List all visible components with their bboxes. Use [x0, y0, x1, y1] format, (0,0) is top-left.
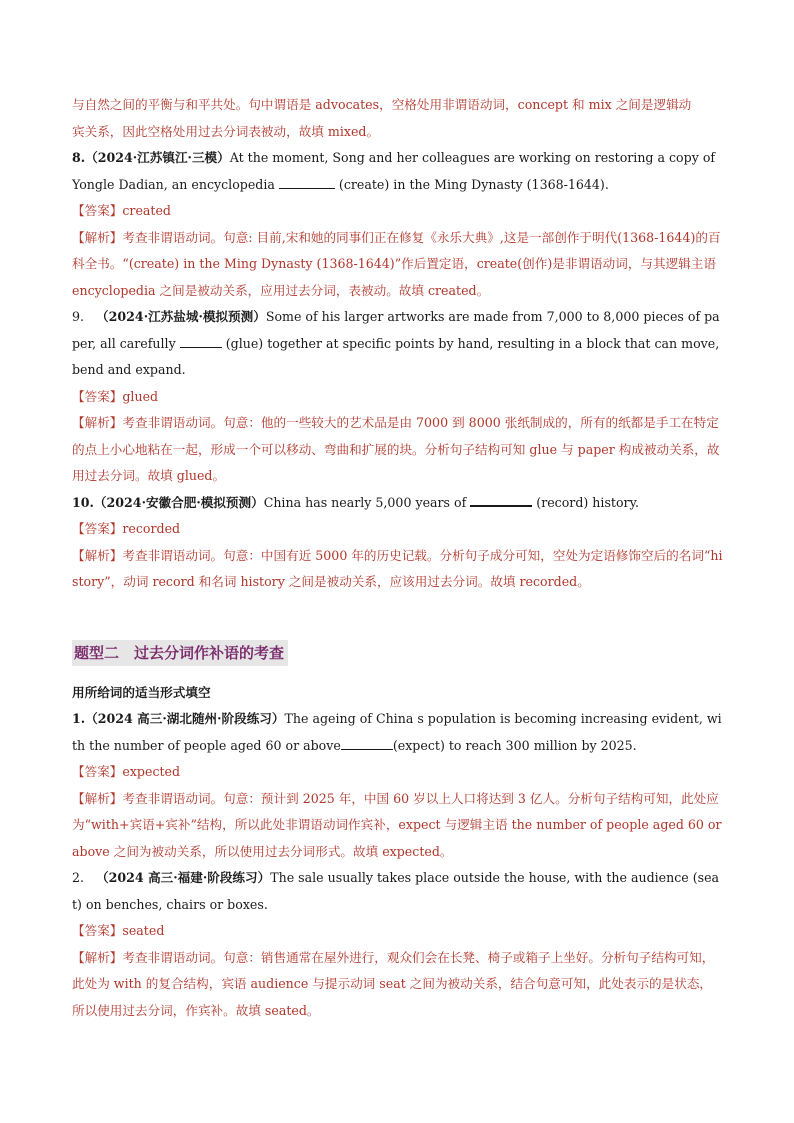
text-run: mix: [588, 97, 612, 112]
answer-8: [72, 198, 724, 225]
question-number: 10.: [72, 494, 94, 510]
analysis-text: 考查非谓语动词。句意：他的一些较大的艺术品是由 7000 到 8000 张纸制成的，所有的纸都是手工在特定的点上小心地粘在一起，形成一个可以移动、弯曲和扩展的块。分析句子结构可知 glue 与 paper 构成被动关系，故用过去分词。故填 glued。: [72, 415, 720, 483]
section-title: 题型二 过去分词作补语的考查: [72, 640, 288, 666]
answer-value: seated: [122, 923, 165, 938]
question-source: （2024·江苏镇江·三模）: [85, 150, 230, 165]
question-number: 8.: [72, 150, 86, 165]
answer-label: 【答案】: [72, 923, 123, 938]
question-number: 1.: [72, 711, 86, 726]
question-text: The sale usually takes place outside the house, with the audience (seat) on benches, chairs or boxes.: [72, 870, 720, 912]
analysis-label: 【解析】: [72, 229, 123, 245]
question-text: Some of his larger artworks are made from 7,000 to 8,000 pieces of paper, all carefully: [72, 309, 720, 351]
text-run: 与自然之间的平衡与和平共处。句中谓语是: [72, 97, 316, 112]
answer-blank: [279, 174, 335, 189]
question-text: (expect) to reach 300 million by 2025.: [392, 737, 637, 753]
prev-analysis-continuation: [72, 92, 724, 145]
question-text: (create) in the Ming Dynasty (1368-1644).: [334, 176, 609, 192]
answer-value: recorded: [122, 521, 181, 536]
text-run: 宾关系，因此空格处用过去分词表被动，故填 mixed。: [72, 123, 380, 139]
answer-value: created: [122, 203, 171, 218]
analysis-text: 考查非谓语动词。句意：销售通常在屋外进行，观众们会在长凳、椅子或箱子上坐好。分析句子结构可知，此处为 with 的复合结构，宾语 audience 与提示动词 seat 之间为被动关系，结合句意可知，此处表示的是状态，所以使用过去分词，作宾补。故填 seated。: [72, 949, 715, 1018]
answer-10: [72, 516, 724, 543]
section-instruction: 用所给词的适当形式填空: [72, 684, 211, 700]
answer-label: 【答案】: [72, 764, 123, 779]
question-source: （2024·安徽合肥·模拟预测）: [93, 494, 264, 510]
analysis-8: [72, 225, 724, 305]
answer-label: 【答案】: [72, 203, 123, 218]
answer-value: expected: [122, 764, 181, 779]
text-run: advocates: [315, 97, 380, 112]
answer-label: 【答案】: [72, 521, 123, 536]
question-number: 2.: [72, 870, 85, 885]
analysis-9: [72, 410, 724, 490]
text-run: 和: [568, 97, 589, 112]
question-text: (glue) together at specific points by hand, resulting in a block that can move, bend and expand.: [72, 335, 720, 377]
question-10: [72, 490, 724, 517]
answer-blank: [341, 735, 393, 750]
text-run: ，空格处用非谓语动词，: [379, 97, 518, 112]
question-source: （2024·江苏盐城·模拟预测）: [96, 309, 266, 324]
answer-value: glued: [122, 388, 159, 404]
question-s2-1: [72, 706, 724, 759]
question-number: 9.: [72, 309, 85, 324]
analysis-text: 考查非谓语动词。句意：中国有近 5000 年的历史记载。分析句子成分可知，空处为定语修饰空后的名词“history”，动词 record 和名词 history 之间是被动关系，应该用过去分词。故填 recorded。: [72, 547, 723, 589]
analysis-text: 考查非谓语动词。句意: 目前,宋和她的同事们正在修复《永乐大典》,这是一部创作于明代(1368-1644)的百科全书。“(create) in the Ming Dynasty (1368-1644)”作后置定语，create(创作)是非谓语动词，与其逻辑主语 encyclopedia 之间是被动关系，应用过去分词，表被动。故填 created。: [72, 229, 721, 298]
question-text: At the moment, Song and her colleagues are working on restoring a copy of Yongle Dadian, an encyclopedia: [72, 150, 716, 192]
question-8: [72, 145, 724, 198]
text-run: 之间是逻辑动: [611, 97, 692, 112]
answer-blank: [470, 491, 532, 507]
analysis-label: 【解析】: [72, 547, 123, 563]
analysis-s2-2: [72, 945, 724, 1025]
question-text: (record) history.: [532, 494, 640, 510]
spacer: [72, 596, 724, 626]
analysis-label: 【解析】: [72, 949, 123, 965]
answer-9: [72, 384, 724, 411]
answer-s2-2: [72, 918, 724, 945]
analysis-label: 【解析】: [72, 415, 123, 430]
analysis-label: 【解析】: [72, 790, 123, 806]
analysis-s2-1: [72, 786, 724, 866]
analysis-text: 考查非谓语动词。句意：预计到 2025 年，中国 60 岁以上人口将达到 3 亿人。分析句子结构可知，此处应为“with+宾语+宾补”结构，所以此处非谓语动词作宾补，expect 与逻辑主语 the number of people aged 60 or above 之间为被动关系，所以使用过去分词形式。故填 expected。: [72, 790, 722, 859]
analysis-10: [72, 543, 724, 596]
question-text: The ageing of China s population is becoming increasing evident, with the number of people aged 60 or above: [72, 711, 722, 753]
answer-label: 【答案】: [72, 388, 123, 404]
question-source: （2024 高三·福建·阶段练习）: [96, 870, 271, 885]
question-text: China has nearly 5,000 years of: [263, 494, 471, 510]
answer-s2-1: [72, 759, 724, 786]
question-9: [72, 304, 724, 384]
document-page: [72, 92, 724, 1024]
text-run: concept: [517, 97, 569, 112]
question-s2-2: [72, 865, 724, 918]
answer-blank: [180, 333, 222, 348]
question-source: （2024 高三·湖北随州·阶段练习）: [85, 711, 285, 726]
